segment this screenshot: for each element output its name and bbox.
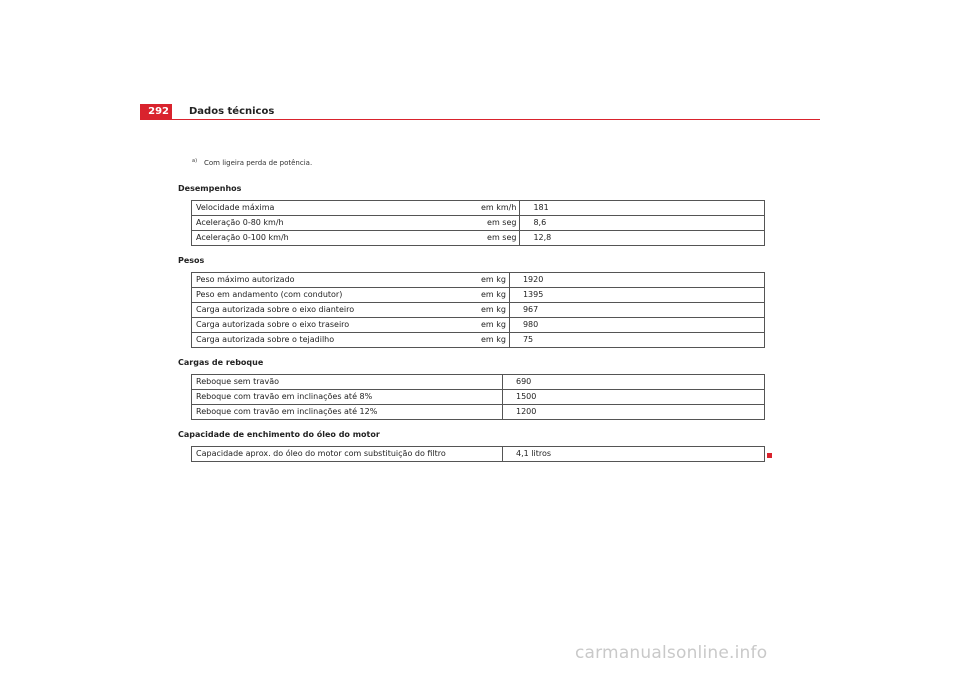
table-pesos xyxy=(191,272,765,348)
row-value: 980 xyxy=(509,318,764,333)
watermark: carmanualsonline.info xyxy=(575,643,768,663)
page-header xyxy=(140,104,820,119)
row-label: Velocidade máxima xyxy=(192,201,478,216)
row-unit: em kg xyxy=(477,303,509,318)
table-oleo xyxy=(191,446,765,462)
table-row xyxy=(192,390,765,405)
table-row xyxy=(192,405,765,420)
section-title-desempenhos: Desempenhos xyxy=(178,184,242,193)
table-row xyxy=(192,333,765,348)
table-row xyxy=(192,303,765,318)
table-row xyxy=(192,273,765,288)
row-value: 181 xyxy=(520,201,765,216)
table-desempenhos xyxy=(191,200,765,246)
table-row xyxy=(192,375,765,390)
section-title-oleo: Capacidade de enchimento do óleo do motor xyxy=(178,430,380,439)
row-unit: em kg xyxy=(477,333,509,348)
row-unit: em kg xyxy=(477,318,509,333)
page-title: Dados técnicos xyxy=(189,106,275,117)
row-value: 1395 xyxy=(509,288,764,303)
row-unit: em seg xyxy=(477,216,520,231)
row-label: Reboque com travão em inclinações até 8% xyxy=(192,390,503,405)
row-unit: em km/h xyxy=(477,201,520,216)
row-unit: em kg xyxy=(477,273,509,288)
section-title-pesos: Pesos xyxy=(178,256,205,265)
table-row xyxy=(192,231,765,246)
end-of-section-marker xyxy=(767,453,772,458)
header-rule xyxy=(140,119,820,120)
row-value: 1920 xyxy=(509,273,764,288)
table-row xyxy=(192,288,765,303)
row-label: Aceleração 0-80 km/h xyxy=(192,216,478,231)
row-label: Reboque com travão em inclinações até 12% xyxy=(192,405,503,420)
row-label: Peso em andamento (com condutor) xyxy=(192,288,478,303)
row-label: Capacidade aprox. do óleo do motor com substituição do filtro xyxy=(192,447,503,462)
row-value: 690 xyxy=(503,375,765,390)
table-row xyxy=(192,201,765,216)
footnote xyxy=(192,158,312,167)
section-title-reboque: Cargas de reboque xyxy=(178,358,264,367)
footnote-text: Com ligeira perda de potência. xyxy=(204,159,313,167)
row-label: Carga autorizada sobre o eixo dianteiro xyxy=(192,303,478,318)
row-label: Aceleração 0-100 km/h xyxy=(192,231,478,246)
row-label: Reboque sem travão xyxy=(192,375,503,390)
row-value: 1500 xyxy=(503,390,765,405)
row-value: 1200 xyxy=(503,405,765,420)
row-value: 8,6 xyxy=(520,216,765,231)
row-label: Carga autorizada sobre o eixo traseiro xyxy=(192,318,478,333)
row-label: Carga autorizada sobre o tejadilho xyxy=(192,333,478,348)
table-row xyxy=(192,447,765,462)
table-reboque xyxy=(191,374,765,420)
table-row xyxy=(192,318,765,333)
row-value: 75 xyxy=(509,333,764,348)
row-value: 12,8 xyxy=(520,231,765,246)
row-unit: em seg xyxy=(477,231,520,246)
row-value: 967 xyxy=(509,303,764,318)
footnote-marker: a) xyxy=(192,158,198,164)
row-value: 4,1 litros xyxy=(503,447,765,462)
row-label: Peso máximo autorizado xyxy=(192,273,478,288)
page-number: 292 xyxy=(140,104,172,119)
row-unit: em kg xyxy=(477,288,509,303)
table-row xyxy=(192,216,765,231)
